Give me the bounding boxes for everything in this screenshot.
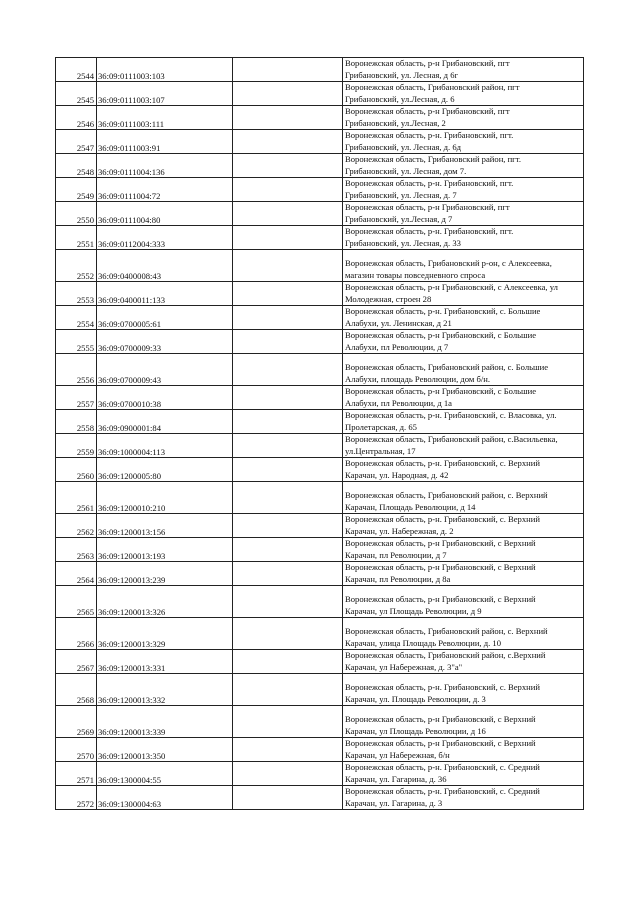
row-number-cell: 2559 bbox=[56, 434, 97, 458]
cadastral-number-cell: 36:09:0700009:43 bbox=[97, 354, 233, 386]
cadastral-number-cell: 36:09:0400008:43 bbox=[97, 250, 233, 282]
address-line-2: Грибановский, ул. Лесная, д 6г bbox=[345, 69, 459, 80]
cadastral-number-cell: 36:09:1200013:326 bbox=[97, 586, 233, 618]
address-line-1: Воронежская область, р-н. Грибановский, с. Верхний bbox=[345, 458, 540, 469]
empty-cell bbox=[233, 410, 343, 434]
address-line-1: Воронежская область, р-н Грибановский, с Большие bbox=[345, 386, 537, 397]
address-line-2: Грибановский, ул. Лесная, д. 33 bbox=[345, 237, 461, 248]
table-row bbox=[56, 130, 584, 154]
empty-cell bbox=[233, 650, 343, 674]
empty-cell bbox=[233, 202, 343, 226]
address-line-2: Карачан, ул Площадь Революции, д 16 bbox=[345, 725, 486, 736]
address-line-1: Воронежская область, р-н. Грибановский, пгт. bbox=[345, 130, 514, 141]
cadastral-number-cell: 36:09:0111004:80 bbox=[97, 202, 233, 226]
address-line-1: Воронежская область, р-н. Грибановский, с. Большие bbox=[345, 306, 541, 317]
address-cell bbox=[343, 434, 584, 458]
address-cell bbox=[343, 514, 584, 538]
address-line-2: Грибановский, ул.Лесная, д. 6 bbox=[345, 93, 455, 104]
empty-cell bbox=[233, 58, 343, 82]
address-line-1: Воронежская область, р-н. Грибановский, с. Средний bbox=[345, 786, 540, 797]
cadastral-number-cell: 36:09:0700009:33 bbox=[97, 330, 233, 354]
address-line-2: Грибановский, ул.Лесная, 2 bbox=[345, 117, 446, 128]
cadastral-number-cell: 36:09:0700010:38 bbox=[97, 386, 233, 410]
address-line-1: Воронежская область, Грибановский р-он, с Алексеевка, bbox=[345, 258, 552, 269]
address-cell bbox=[343, 250, 584, 282]
address-cell bbox=[343, 130, 584, 154]
empty-cell bbox=[233, 250, 343, 282]
address-line-1: Воронежская область, р-н. Грибановский, с. Власовка, ул. bbox=[345, 410, 557, 421]
empty-cell bbox=[233, 706, 343, 738]
row-number-cell: 2547 bbox=[56, 130, 97, 154]
row-number-cell: 2550 bbox=[56, 202, 97, 226]
address-cell bbox=[343, 282, 584, 306]
row-number-cell: 2571 bbox=[56, 762, 97, 786]
empty-cell bbox=[233, 354, 343, 386]
cadastral-number-cell: 36:09:1200013:329 bbox=[97, 618, 233, 650]
row-number-cell: 2565 bbox=[56, 586, 97, 618]
cadastral-number-cell: 36:09:1300004:63 bbox=[97, 786, 233, 810]
address-line-1: Воронежская область, р-н Грибановский, пгт bbox=[345, 106, 510, 117]
address-line-1: Воронежская область, р-н Грибановский, с Большие bbox=[345, 330, 537, 341]
row-number-cell: 2561 bbox=[56, 482, 97, 514]
address-line-1: Воронежская область, р-н Грибановский, с Верхний bbox=[345, 594, 536, 605]
address-line-1: Воронежская область, р-н Грибановский, с Алексеевка, ул bbox=[345, 282, 558, 293]
row-number-cell: 2563 bbox=[56, 538, 97, 562]
row-number-cell: 2553 bbox=[56, 282, 97, 306]
table-row bbox=[56, 618, 584, 650]
address-line-2: Карачан, ул. Народная, д. 42 bbox=[345, 469, 449, 480]
row-number-cell: 2560 bbox=[56, 458, 97, 482]
table-row bbox=[56, 434, 584, 458]
cadastral-number-cell: 36:09:0400011:133 bbox=[97, 282, 233, 306]
table-row bbox=[56, 250, 584, 282]
address-line-2: Карачан, ул. Площадь Революции, д. 3 bbox=[345, 693, 486, 704]
cadastral-number-cell: 36:09:1300004:55 bbox=[97, 762, 233, 786]
address-cell bbox=[343, 538, 584, 562]
empty-cell bbox=[233, 282, 343, 306]
empty-cell bbox=[233, 306, 343, 330]
address-line-2: Карачан, ул. Гагарина, д. 36 bbox=[345, 773, 447, 784]
cadastral-number-cell: 36:09:0111003:91 bbox=[97, 130, 233, 154]
address-line-2: Карачан, ул. Набережная, д. 2 bbox=[345, 525, 454, 536]
table-row bbox=[56, 762, 584, 786]
address-line-1: Воронежская область, р-н. Грибановский, с. Верхний bbox=[345, 514, 540, 525]
address-line-2: Карачан, пл Революции, д 7 bbox=[345, 549, 447, 560]
table-row bbox=[56, 738, 584, 762]
row-number-cell: 2566 bbox=[56, 618, 97, 650]
address-line-2: Пролетарская, д. 65 bbox=[345, 421, 417, 432]
address-cell bbox=[343, 706, 584, 738]
table-row bbox=[56, 458, 584, 482]
table-row bbox=[56, 354, 584, 386]
address-cell bbox=[343, 58, 584, 82]
address-line-2: магазин товары повседневного спроса bbox=[345, 269, 486, 280]
address-line-1: Воронежская область, Грибановский район, с.Верхний bbox=[345, 650, 546, 661]
address-cell bbox=[343, 674, 584, 706]
address-line-1: Воронежская область, р-н Грибановский, с Верхний bbox=[345, 538, 536, 549]
cadastral-number-cell: 36:09:1200013:193 bbox=[97, 538, 233, 562]
address-cell bbox=[343, 786, 584, 810]
table-row bbox=[56, 674, 584, 706]
address-cell bbox=[343, 330, 584, 354]
row-number-cell: 2557 bbox=[56, 386, 97, 410]
address-line-1: Воронежская область, Грибановский район, с. Большие bbox=[345, 362, 549, 373]
row-number-cell: 2568 bbox=[56, 674, 97, 706]
address-line-1: Воронежская область, р-н Грибановский, пгт bbox=[345, 202, 510, 213]
table-row bbox=[56, 106, 584, 130]
address-line-2: Молодежная, строен 28 bbox=[345, 293, 432, 304]
address-cell bbox=[343, 202, 584, 226]
address-line-2: Алабухи, пл Революции, д 1а bbox=[345, 397, 452, 408]
address-cell bbox=[343, 226, 584, 250]
table-row bbox=[56, 586, 584, 618]
empty-cell bbox=[233, 514, 343, 538]
address-cell bbox=[343, 562, 584, 586]
cadastral-number-cell: 36:09:1200013:339 bbox=[97, 706, 233, 738]
table-row bbox=[56, 786, 584, 810]
cadastral-number-cell: 36:09:0111003:111 bbox=[97, 106, 233, 130]
table-row bbox=[56, 202, 584, 226]
table-row bbox=[56, 226, 584, 250]
address-cell bbox=[343, 386, 584, 410]
address-cell bbox=[343, 458, 584, 482]
address-cell bbox=[343, 106, 584, 130]
row-number-cell: 2556 bbox=[56, 354, 97, 386]
row-number-cell: 2564 bbox=[56, 562, 97, 586]
address-line-1: Воронежская область, Грибановский район, с.Васильевка, bbox=[345, 434, 558, 445]
empty-cell bbox=[233, 330, 343, 354]
cadastral-number-cell: 36:09:1200013:239 bbox=[97, 562, 233, 586]
address-line-1: Воронежская область, р-н. Грибановский, с. Средний bbox=[345, 762, 540, 773]
row-number-cell: 2545 bbox=[56, 82, 97, 106]
row-number-cell: 2544 bbox=[56, 58, 97, 82]
table-row bbox=[56, 514, 584, 538]
address-line-1: Воронежская область, Грибановский район, с. Верхний bbox=[345, 626, 548, 637]
table-row bbox=[56, 410, 584, 434]
address-line-1: Воронежская область, р-н Грибановский, с Верхний bbox=[345, 714, 536, 725]
address-line-2: Грибановский, ул. Лесная, дом 7. bbox=[345, 165, 467, 176]
table-row bbox=[56, 650, 584, 674]
empty-cell bbox=[233, 458, 343, 482]
address-line-1: Воронежская область, р-н. Грибановский, пгт. bbox=[345, 178, 514, 189]
empty-cell bbox=[233, 538, 343, 562]
row-number-cell: 2562 bbox=[56, 514, 97, 538]
row-number-cell: 2569 bbox=[56, 706, 97, 738]
address-line-1: Воронежская область, р-н Грибановский, пгт bbox=[345, 58, 510, 69]
address-line-2: Карачан, ул Набережная, б/н bbox=[345, 749, 450, 760]
table-row bbox=[56, 58, 584, 82]
cadastral-number-cell: 36:09:0111003:103 bbox=[97, 58, 233, 82]
row-number-cell: 2546 bbox=[56, 106, 97, 130]
row-number-cell: 2572 bbox=[56, 786, 97, 810]
address-line-2: Карачан, Площадь Революции, д 14 bbox=[345, 501, 476, 512]
row-number-cell: 2567 bbox=[56, 650, 97, 674]
address-cell bbox=[343, 586, 584, 618]
cadastral-number-cell: 36:09:0111003:107 bbox=[97, 82, 233, 106]
empty-cell bbox=[233, 178, 343, 202]
address-cell bbox=[343, 410, 584, 434]
table-row bbox=[56, 330, 584, 354]
empty-cell bbox=[233, 434, 343, 458]
empty-cell bbox=[233, 386, 343, 410]
empty-cell bbox=[233, 674, 343, 706]
row-number-cell: 2549 bbox=[56, 178, 97, 202]
address-line-1: Воронежская область, Грибановский район, пгт bbox=[345, 82, 520, 93]
empty-cell bbox=[233, 82, 343, 106]
table-row bbox=[56, 154, 584, 178]
address-line-2: Карачан, улица Площадь Революции, д. 10 bbox=[345, 637, 501, 648]
cadastral-number-cell: 36:09:0111004:72 bbox=[97, 178, 233, 202]
cadastral-number-cell: 36:09:1200013:350 bbox=[97, 738, 233, 762]
address-line-2: Карачан, ул Площадь Революции, д 9 bbox=[345, 605, 482, 616]
empty-cell bbox=[233, 586, 343, 618]
empty-cell bbox=[233, 786, 343, 810]
empty-cell bbox=[233, 106, 343, 130]
table-row bbox=[56, 482, 584, 514]
table-row bbox=[56, 306, 584, 330]
address-line-1: Воронежская область, Грибановский район, с. Верхний bbox=[345, 490, 548, 501]
row-number-cell: 2558 bbox=[56, 410, 97, 434]
address-cell bbox=[343, 762, 584, 786]
address-cell bbox=[343, 178, 584, 202]
empty-cell bbox=[233, 738, 343, 762]
address-line-1: Воронежская область, Грибановский район, пгт. bbox=[345, 154, 521, 165]
cadastral-number-cell: 36:09:1000004:113 bbox=[97, 434, 233, 458]
empty-cell bbox=[233, 618, 343, 650]
row-number-cell: 2555 bbox=[56, 330, 97, 354]
table-row bbox=[56, 178, 584, 202]
table-row bbox=[56, 386, 584, 410]
cadastral-number-cell: 36:09:0111004:136 bbox=[97, 154, 233, 178]
address-line-2: Грибановский, ул. Лесная, д. 7 bbox=[345, 189, 457, 200]
cadastral-number-cell: 36:09:1200005:80 bbox=[97, 458, 233, 482]
row-number-cell: 2570 bbox=[56, 738, 97, 762]
table-row bbox=[56, 538, 584, 562]
cadastral-number-cell: 36:09:1200013:331 bbox=[97, 650, 233, 674]
table-row bbox=[56, 282, 584, 306]
address-cell bbox=[343, 306, 584, 330]
registry-table-body bbox=[56, 58, 584, 810]
table-row bbox=[56, 562, 584, 586]
row-number-cell: 2551 bbox=[56, 226, 97, 250]
row-number-cell: 2548 bbox=[56, 154, 97, 178]
address-line-2: ул.Центральная, 17 bbox=[345, 445, 416, 456]
empty-cell bbox=[233, 154, 343, 178]
row-number-cell: 2554 bbox=[56, 306, 97, 330]
address-cell bbox=[343, 738, 584, 762]
address-line-2: Карачан, пл Революции, д 8а bbox=[345, 573, 451, 584]
address-line-2: Грибановский, ул.Лесная, д 7 bbox=[345, 213, 453, 224]
address-cell bbox=[343, 154, 584, 178]
empty-cell bbox=[233, 562, 343, 586]
address-cell bbox=[343, 354, 584, 386]
address-line-1: Воронежская область, р-н. Грибановский, с. Верхний bbox=[345, 682, 540, 693]
cadastral-number-cell: 36:09:0900001:84 bbox=[97, 410, 233, 434]
address-line-1: Воронежская область, р-н Грибановский, с Верхний bbox=[345, 738, 536, 749]
address-cell bbox=[343, 482, 584, 514]
address-cell bbox=[343, 82, 584, 106]
empty-cell bbox=[233, 130, 343, 154]
address-cell bbox=[343, 650, 584, 674]
address-line-2: Алабухи, пл Революции, д 7 bbox=[345, 341, 449, 352]
cadastral-number-cell: 36:09:1200013:332 bbox=[97, 674, 233, 706]
cadastral-number-cell: 36:09:0700005:61 bbox=[97, 306, 233, 330]
address-cell bbox=[343, 618, 584, 650]
address-line-2: Карачан, ул Набережная, д. 3"а" bbox=[345, 661, 463, 672]
address-line-2: Алабухи, площадь Революции, дом б/н. bbox=[345, 373, 490, 384]
address-line-1: Воронежская область, р-н. Грибановский, пгт. bbox=[345, 226, 514, 237]
table-row bbox=[56, 82, 584, 106]
address-line-2: Алабухи, ул. Ленинская, д 21 bbox=[345, 317, 452, 328]
address-line-2: Карачан, ул. Гагарина, д. 3 bbox=[345, 797, 443, 808]
table-row bbox=[56, 706, 584, 738]
empty-cell bbox=[233, 482, 343, 514]
cadastral-number-cell: 36:09:1200013:156 bbox=[97, 514, 233, 538]
address-line-2: Грибановский, ул. Лесная, д. 6д bbox=[345, 141, 462, 152]
row-number-cell: 2552 bbox=[56, 250, 97, 282]
cadastral-number-cell: 36:09:1200010:210 bbox=[97, 482, 233, 514]
empty-cell bbox=[233, 226, 343, 250]
address-line-1: Воронежская область, р-н Грибановский, с Верхний bbox=[345, 562, 536, 573]
empty-cell bbox=[233, 762, 343, 786]
cadastral-number-cell: 36:09:0112004:333 bbox=[97, 226, 233, 250]
registry-table bbox=[55, 57, 584, 810]
